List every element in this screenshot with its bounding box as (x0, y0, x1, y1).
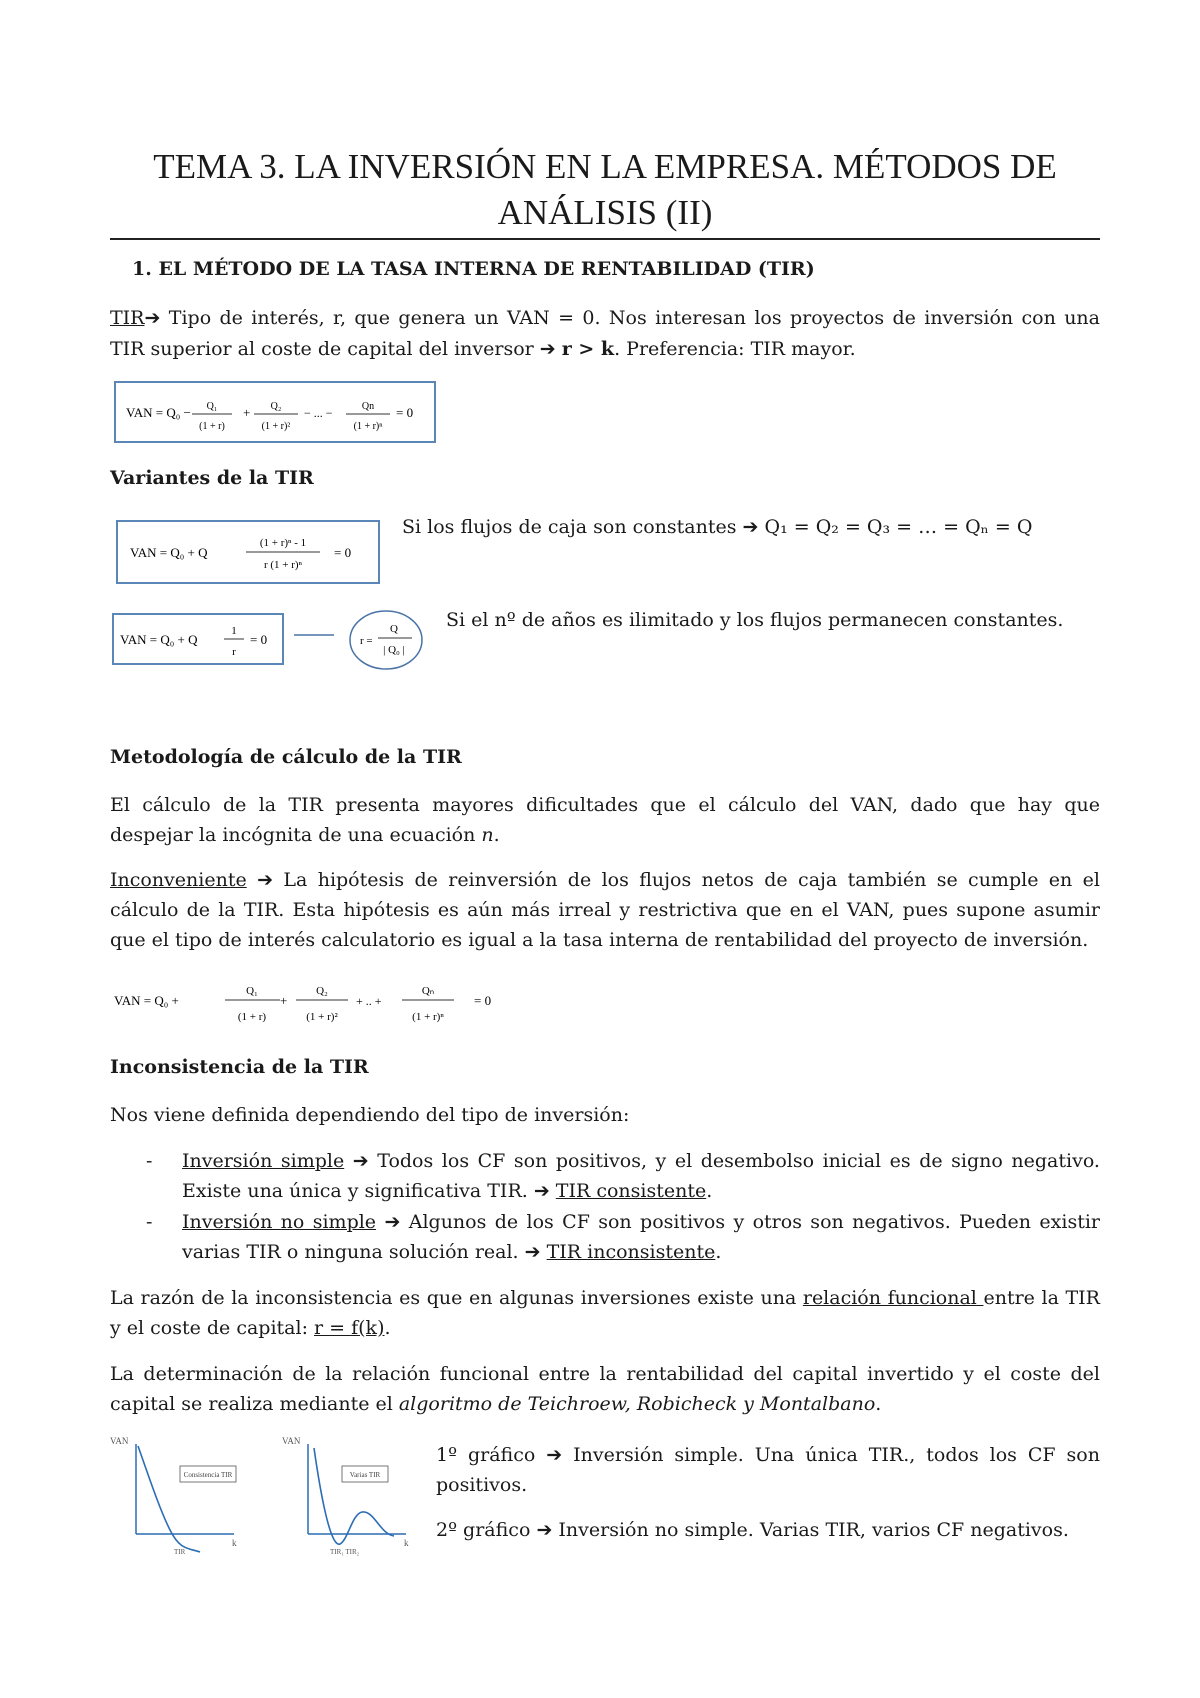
tir-definition-text-2: TIR superior al coste de capital del inversor (110, 338, 540, 360)
bullet-1-text: Todos los CF son positivos, y el desembolso inicial es de signo negativo. (368, 1150, 1100, 1172)
relacion-funcional-label: relación funcional (802, 1287, 984, 1309)
document-title-line-2: ANÁLISIS (II) (497, 193, 713, 232)
graph2-x-label: k (404, 1538, 409, 1548)
formula3-den: r (232, 646, 236, 658)
graph-inversion-simple (108, 1430, 244, 1560)
bullet-dash-1: - (146, 1150, 153, 1172)
r-formula-circle (346, 608, 426, 672)
formula5-den-n: (1 + r)ⁿ (412, 1011, 444, 1023)
bullet-2-line-1 (182, 1207, 1100, 1237)
arrow-icon: ➔ (742, 516, 759, 538)
grafico-1-line-1 (436, 1440, 1100, 1470)
arrow-icon: ➔ (536, 1519, 553, 1541)
grafico-1-label: 1º gráfico (436, 1444, 547, 1466)
inconveniente-line-2: cálculo de la TIR. Esta hipótesis es aún más irreal y restrictiva que en el VAN, pues supone asumir (110, 899, 1100, 921)
relacion-funcional-line-2 (110, 1313, 1100, 1343)
formula5-plus: + (280, 993, 288, 1008)
inconveniente-label: Inconveniente (110, 869, 247, 891)
formula5-lhs: VAN = Q₀ + (114, 993, 179, 1008)
metodologia-heading: Metodología de cálculo de la TIR (110, 746, 462, 768)
section-1-heading: 1. EL MÉTODO DE LA TASA INTERNA DE RENTABILIDAD (TIR) (132, 258, 815, 280)
unlimited-years-text: Si el nº de años es ilimitado y los flujos permanecen constantes. (446, 609, 1064, 631)
formula3-num: 1 (231, 625, 237, 637)
coste-capital-text: y el coste de capital: (110, 1317, 315, 1339)
graph2-y-label: VAN (282, 1436, 301, 1446)
bullet-1-line-1 (182, 1146, 1100, 1176)
tir-inconsistente-label: TIR inconsistente (546, 1241, 716, 1263)
formula2-rhs: = 0 (334, 545, 352, 560)
grafico-2-text: Inversión no simple. Varias TIR, varios CF negativos. (552, 1519, 1069, 1541)
formula5-rhs: = 0 (474, 993, 492, 1008)
formula5-num-1: Q₁ (246, 985, 258, 997)
formula-den-2: (1 + r)² (261, 421, 291, 432)
grafico-2-line (436, 1515, 1100, 1545)
graph2-tick: TIR₁ TIR₂ (330, 1548, 360, 1556)
graph-inversion-no-simple (280, 1430, 416, 1560)
graph1-y-label: VAN (110, 1436, 129, 1446)
bullet-dash-2: - (146, 1211, 153, 1233)
document-title-line-1: TEMA 3. LA INVERSIÓN EN LA EMPRESA. MÉTODOS DE (153, 147, 1057, 186)
arrow-icon: ➔ (524, 1241, 541, 1263)
bullet-1-line-2 (182, 1176, 1100, 1206)
constant-flows-text (402, 512, 1102, 542)
formula-lhs: VAN = Q₀ − (126, 405, 191, 420)
period: . (706, 1180, 713, 1202)
arrow-icon: ➔ (539, 338, 556, 360)
long-arrow-icon (290, 628, 340, 642)
relacion-funcional-line-1 (110, 1283, 1100, 1313)
tir-definition-text: Tipo de interés, r, que genera un VAN = 0. Nos interesan los proyectos de inversión con una (160, 307, 1100, 329)
formula-rhs: = 0 (396, 405, 414, 420)
unknown-n: n (481, 824, 494, 846)
metodologia-paragraph-line-1: El cálculo de la TIR presenta mayores dificultades que el cálculo del VAN, dado que hay que (110, 794, 1100, 816)
relacion-text-end: entre la TIR (983, 1287, 1100, 1309)
van-perpetuity-formula (114, 615, 282, 663)
formula-num-2: Q₂ (270, 401, 282, 412)
bullet-2-text: Algunos de los CF son positivos y otros son negativos. Pueden existir (400, 1211, 1100, 1233)
formula2-lhs: VAN = Q₀ + Q (130, 545, 208, 560)
tir-label: TIR (110, 307, 145, 329)
arrow-icon: ➔ (352, 1150, 369, 1172)
formula-plus: + (243, 405, 251, 420)
algoritmo-line-2 (110, 1389, 1100, 1419)
formula2-den: r (1 + r)ⁿ (263, 559, 303, 571)
variantes-heading: Variantes de la TIR (110, 467, 314, 489)
graph2-van-curve (314, 1448, 394, 1544)
graph1-label: Consistencia TIR (183, 1471, 233, 1479)
period: . (493, 824, 500, 846)
period: . (875, 1393, 882, 1415)
grafico-2-label: 2º gráfico (436, 1519, 537, 1541)
bullet-2-text-2: varias TIR o ninguna solución real. (182, 1241, 525, 1263)
tir-definition-line-1 (110, 303, 1100, 333)
formula4-lhs: r = (360, 635, 373, 647)
grafico-1-line-2: positivos. (436, 1474, 528, 1496)
algoritmo-name: algoritmo de Teichroew, Robicheck y Montalbano (398, 1393, 876, 1415)
formula5-num-2: Q₂ (316, 985, 328, 997)
formula-dots: − ... − (304, 406, 333, 420)
graph2-label: Varias TIR (349, 1471, 381, 1479)
formula3-rhs: = 0 (250, 632, 268, 647)
arrow-icon: ➔ (384, 1211, 401, 1233)
bullet-2-line-2 (182, 1237, 1100, 1267)
formula-num-n: Qn (361, 401, 375, 412)
graph1-x-label: k (232, 1538, 237, 1548)
period: . (384, 1317, 391, 1339)
constant-flows-equation: Q₁ = Q₂ = Q₃ = … = Qₙ = Q (764, 516, 1033, 538)
formula-den-n: (1 + r)ⁿ (353, 421, 383, 432)
graph1-tick: TIR (174, 1548, 186, 1556)
inconsistencia-heading: Inconsistencia de la TIR (110, 1056, 369, 1078)
van-constant-formula-box (116, 520, 380, 584)
arrow-icon: ➔ (144, 307, 161, 329)
metodologia-text: despejar la incógnita de una ecuación (110, 824, 482, 846)
formula5-num-n: Qₙ (421, 985, 435, 997)
arrow-icon: ➔ (257, 869, 274, 891)
inconveniente-line-3: que el tipo de interés calculatorio es igual a la tasa interna de rentabilidad del proyecto de inversión. (110, 929, 1089, 951)
tir-consistente-label: TIR consistente (555, 1180, 707, 1202)
inconveniente-text: La hipótesis de reinversión de los flujos netos de caja también se cumple en el (273, 869, 1100, 891)
formula4-num: Q (390, 623, 398, 635)
arrow-icon: ➔ (546, 1444, 563, 1466)
title-underline-rule (110, 238, 1100, 240)
formula5-den-1: (1 + r) (237, 1011, 267, 1023)
algoritmo-line-1: La determinación de la relación funcional entre la rentabilidad del capital invertido y el coste del (110, 1363, 1100, 1385)
van-perpetuity-formula-box (112, 613, 284, 665)
van-constant-formula (118, 522, 378, 582)
formula3-lhs: VAN = Q₀ + Q (120, 632, 198, 647)
arrow-icon: ➔ (533, 1180, 550, 1202)
formula2-num: (1 + r)ⁿ - 1 (259, 537, 307, 549)
tir-preference-text: . Preferencia: TIR mayor. (614, 338, 856, 360)
formula4-den: | Q₀ | (383, 644, 405, 656)
formula-den-1: (1 + r) (199, 421, 225, 432)
van-formula-box (114, 381, 436, 443)
inversion-simple-label: Inversión simple (182, 1150, 345, 1172)
period: . (715, 1241, 722, 1263)
inconsistencia-intro: Nos viene definida dependiendo del tipo de inversión: (110, 1104, 630, 1126)
formula-num-1: Q₁ (206, 401, 218, 412)
algoritmo-text: capital se realiza mediante el (110, 1393, 399, 1415)
tir-definition-line-2 (110, 334, 1100, 364)
constant-flows-label: Si los flujos de caja son constantes (402, 516, 743, 538)
r-equals-fk: r = f(k) (314, 1317, 385, 1339)
inversion-no-simple-label: Inversión no simple (182, 1211, 377, 1233)
r-greater-k: r > k (561, 338, 615, 360)
graph1-van-curve (138, 1446, 200, 1552)
metodologia-paragraph-line-2 (110, 820, 1100, 850)
bullet-1-text-2: Existe una única y significativa TIR. (182, 1180, 534, 1202)
grafico-1-text: Inversión simple. Una única TIR., todos los CF son (562, 1444, 1100, 1466)
formula5-den-2: (1 + r)² (306, 1011, 338, 1023)
van-formula (116, 383, 434, 441)
formula5-dots: + .. + (356, 994, 382, 1008)
relacion-text: La razón de la inconsistencia es que en algunas inversiones existe una (110, 1287, 803, 1309)
van-formula-plain (110, 972, 530, 1034)
inconveniente-line-1 (110, 865, 1100, 895)
